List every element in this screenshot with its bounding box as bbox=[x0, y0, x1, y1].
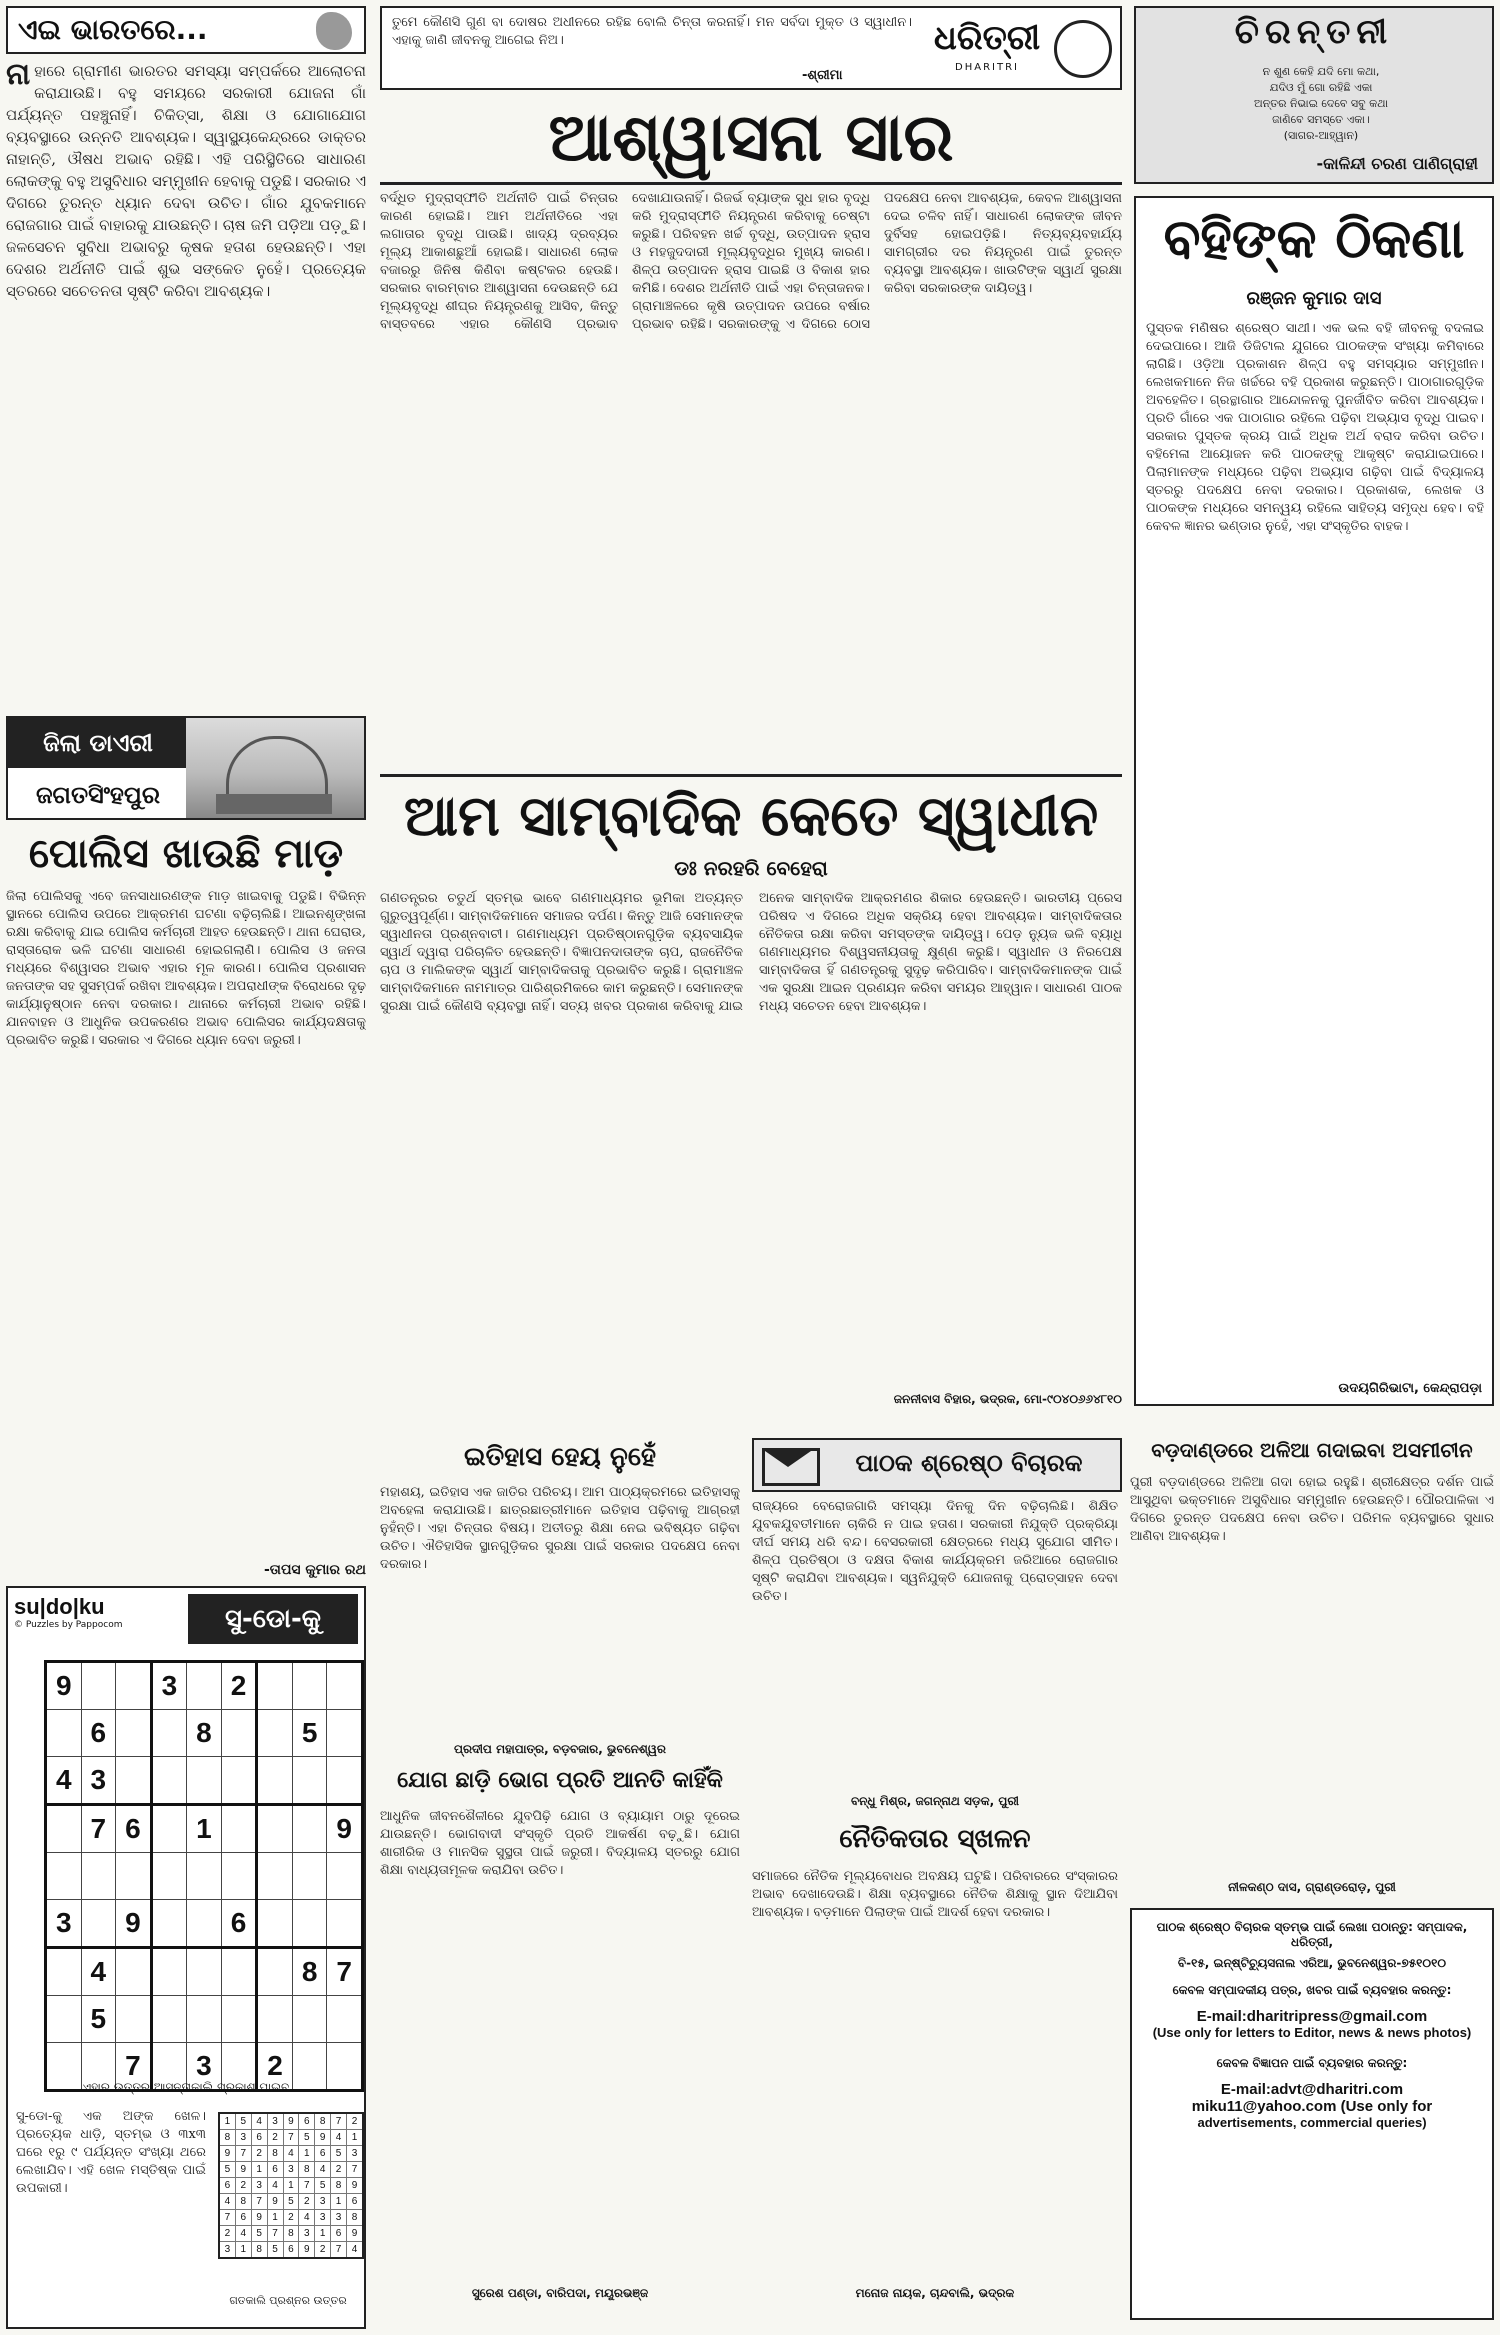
itihasa-author: ପ୍ରଦୀପ ମହାପାତ୍ର, ବଡ଼ବଜାର, ଭୁବନେଶ୍ୱର bbox=[453, 1742, 667, 1756]
sudoku-cell[interactable] bbox=[327, 1757, 363, 1805]
letters-box bbox=[380, 1424, 1494, 2329]
badadanda-headline: ବଡ଼ଦାଣ୍ଡରେ ଅଳିଆ ଗଦାଇବା ଅସମୀଚୀନ bbox=[1151, 1438, 1473, 1462]
samvadik-headline: ଆମ ସାମ୍ବାଦିକ କେତେ ସ୍ୱାଧୀନ bbox=[403, 783, 1099, 849]
sudoku-cell[interactable] bbox=[221, 1757, 257, 1805]
sudoku-cell[interactable]: 3 bbox=[187, 2043, 222, 2091]
sudoku-solution-cell: 8 bbox=[315, 2113, 331, 2130]
sudoku-solution-cell: 3 bbox=[347, 2146, 364, 2162]
temple-base bbox=[216, 794, 332, 814]
sudoku-solution-cell: 9 bbox=[299, 2242, 315, 2259]
sudoku-solution-cell: 3 bbox=[315, 2210, 331, 2226]
sudoku-cell[interactable]: 8 bbox=[292, 1948, 327, 1996]
sudoku-title: ସୁ-ଡୋ-କୁ bbox=[188, 1594, 358, 1644]
sudoku-solution-cell: 6 bbox=[299, 2113, 315, 2130]
sudoku-solution-row bbox=[219, 2178, 363, 2194]
contact-email-press[interactable]: E-mail:dharitripress@gmail.com bbox=[1196, 2008, 1428, 2025]
sudoku-solution-cell: 2 bbox=[219, 2226, 235, 2242]
sudoku-cell[interactable]: 9 bbox=[46, 1662, 82, 1710]
sudoku-cell[interactable] bbox=[327, 1710, 363, 1757]
contact-email-press-note: (Use only for letters to Editor, news & news photos) bbox=[1152, 2025, 1472, 2040]
sudoku-cell[interactable] bbox=[327, 1662, 363, 1710]
chirantani-poet: -କାଳିନ୍ଦୀ ଚରଣ ପାଣିଗ୍ରାହୀ bbox=[1316, 154, 1478, 173]
sudoku-solution-cell: 8 bbox=[347, 2210, 364, 2226]
sudoku-solution-cell: 4 bbox=[283, 2146, 299, 2162]
sudoku-solution-cell: 1 bbox=[267, 2210, 283, 2226]
sudoku-cell[interactable] bbox=[257, 1853, 293, 1900]
sudoku-solution-cell: 7 bbox=[347, 2162, 364, 2178]
sudoku-cell[interactable]: 4 bbox=[46, 1757, 82, 1805]
sudoku-cell[interactable] bbox=[151, 1996, 187, 2043]
sudoku-solution-cell: 2 bbox=[331, 2162, 347, 2178]
chirantani-box bbox=[1134, 6, 1494, 184]
bahinka-headline: ବହିଙ୍କ ଠିକଣା bbox=[1163, 206, 1465, 270]
sudoku-grid[interactable] bbox=[44, 1660, 364, 2092]
pathaka-banner bbox=[752, 1438, 1122, 1492]
sudoku-cell[interactable]: 7 bbox=[116, 2043, 152, 2091]
contact-line4: କେବଳ ବିଜ୍ଞାପନ ପାଇଁ ବ୍ୟବହାର କରନ୍ତୁ: bbox=[1216, 2056, 1408, 2070]
sudoku-row bbox=[46, 1662, 363, 1710]
chirantani-verse: ନ ଶୁଣ କେହି ଯଦି ମୋ କଥା, ଯଦିଓ ମୁଁ ଗୋ ରହିଛି ଏକା ଅନ୍ତର ନିଭାଇ ଦେବେ ସବୁ କଥା ଜାଣିବେ ସମସ୍ତେ ଏକା। (ସାଗର-ଆହ୍ୱାନ) bbox=[1254, 65, 1388, 142]
sudoku-solution-cell: 8 bbox=[283, 2226, 299, 2242]
sudoku-solution-cell: 2 bbox=[299, 2194, 315, 2210]
temple-photo bbox=[186, 718, 364, 818]
sudoku-solution-cell: 8 bbox=[235, 2194, 251, 2210]
ei-bharatare-header bbox=[6, 6, 366, 54]
top-quote-text: ତୁମେ କୌଣସି ଗୁଣ ବା ଦୋଷର ଅଧୀନରେ ରହିଛ ବୋଲି ଚିନ୍ତା କରନାହିଁ। ମନ ସର୍ବଦା ମୁକ୍ତ ଓ ସ୍ୱାଧୀନ। ଏହାକୁ ଜାଣି ଜୀବନକୁ ଆଗେଇ ନିଅ। bbox=[392, 15, 912, 48]
sudoku-cell[interactable] bbox=[257, 1900, 293, 1948]
yoga-headline: ଯୋଗ ଛାଡ଼ି ଭୋଗ ପ୍ରତି ଆନତି କାହିଁକି bbox=[397, 1768, 723, 1793]
sudoku-solution-cell: 1 bbox=[235, 2242, 251, 2259]
sudoku-solution-cell: 3 bbox=[219, 2242, 235, 2259]
ei-bharatare-text: ହାରେ ଗ୍ରାମୀଣ ଭାରତର ସମସ୍ୟା ସମ୍ପର୍କରେ ଆଲୋଚନା କରାଯାଉଛି। ବହୁ ସମୟରେ ସରକାରୀ ଯୋଜନା ଗାଁ ପର୍ଯ୍ୟନ୍ତ ପହଞ୍ଚୁନାହିଁ। ଚିକିତ୍ସା, ଶିକ୍ଷା ଓ ଯୋଗାଯୋଗ ବ୍ୟବସ୍ଥାରେ ଉନ୍ନତି ଆବଶ୍ୟକ। ସ୍ୱାସ୍ଥ୍ୟକେନ୍ଦ୍ରରେ ଡାକ୍ତର ନାହାନ୍ତି, ଔଷଧ ଅଭାବ ରହିଛି। ଏହି ପରିସ୍ଥିତିରେ ସାଧାରଣ ଲୋକଙ୍କୁ ବହୁ ଅସୁବିଧାର ସମ୍ମୁଖୀନ ହେବାକୁ ପଡୁଛି। ସରକାର ଏ ଦିଗରେ ତୁରନ୍ତ ଧ୍ୟାନ ଦେବା ଉଚିତ। ଗାଁର ଯୁବକମାନେ ରୋଜଗାର ପାଇଁ ବାହାରକୁ ଯାଉଛନ୍ତି। ଚାଷ ଜମି ପଡ଼ିଆ ପଡ଼ୁଛି। ଜଳସେଚନ ସୁବିଧା ଅଭାବରୁ କୃଷକ ହତାଶ ହେଉଛନ୍ତି। ଏହା ଦେଶର ଅର୍ଥନୀତି ପାଇଁ ଶୁଭ ସଙ୍କେତ ନୁହେଁ। ପ୍ରତ୍ୟେକ ସ୍ତରରେ ସଚେତନତା ସୃଷ୍ଟି କରିବା ଆବଶ୍ୟକ। bbox=[6, 62, 366, 300]
masthead-sub: DHARITRI bbox=[955, 62, 1019, 73]
sudoku-cell[interactable] bbox=[187, 1662, 222, 1710]
sudoku-cell[interactable]: 1 bbox=[187, 1805, 222, 1853]
sudoku-cell[interactable] bbox=[257, 1710, 293, 1757]
sudoku-solution-cell: 6 bbox=[283, 2242, 299, 2259]
sudoku-rules: ସୁ-ଡୋ-କୁ ଏକ ଅଙ୍କ ଖେଳ। ପ୍ରତ୍ୟେକ ଧାଡ଼ି, ସ୍ତମ୍ଭ ଓ ୩x୩ ଘରେ ୧ରୁ ୯ ପର୍ଯ୍ୟନ୍ତ ସଂଖ୍ୟା ଥରେ ଲେଖାଯିବ। ଏହି ଖେଳ ମସ୍ତିଷ୍କ ପାଇଁ ଉପକାରୀ। bbox=[16, 2109, 206, 2196]
bahinka-byline: ରଞ୍ଜନ କୁମାର ଦାସ bbox=[1246, 288, 1382, 309]
sudoku-solution-cell: 9 bbox=[315, 2130, 331, 2146]
sudoku-solution-cell: 6 bbox=[347, 2194, 364, 2210]
sudoku-cell[interactable] bbox=[257, 1757, 293, 1805]
police-author: -ତାପସ କୁମାର ରଥ bbox=[264, 1562, 366, 1578]
sudoku-cell[interactable] bbox=[187, 1853, 222, 1900]
sudoku-cell[interactable] bbox=[221, 1996, 257, 2043]
sudoku-box bbox=[6, 1586, 366, 2329]
sudoku-solution-cell: 8 bbox=[219, 2130, 235, 2146]
temple-dome-icon bbox=[226, 736, 328, 799]
sudoku-solution-cell: 4 bbox=[235, 2226, 251, 2242]
sudoku-solution-cell: 4 bbox=[299, 2210, 315, 2226]
sudoku-cell[interactable] bbox=[151, 1900, 187, 1948]
sudoku-solution-caption: ଗତକାଲି ପ୍ରଶ୍ନର ଉତ୍ତର bbox=[229, 2294, 347, 2307]
sudoku-solution-cell: 7 bbox=[283, 2130, 299, 2146]
naitikata-body: ସମାଜରେ ନୈତିକ ମୂଲ୍ୟବୋଧର ଅବକ୍ଷୟ ଘଟୁଛି। ପରିବାରରେ ସଂସ୍କାରର ଅଭାବ ଦେଖାଦେଉଛି। ଶିକ୍ଷା ବ୍ୟବସ୍ଥାରେ ନୈତିକ ଶିକ୍ଷାକୁ ସ୍ଥାନ ଦିଆଯିବା ଆବଶ୍ୟକ। ବଡ଼ମାନେ ପିଲାଙ୍କ ପାଇଁ ଆଦର୍ଶ ହେବା ଦରକାର। bbox=[752, 1869, 1118, 1920]
sudoku-cell[interactable]: 9 bbox=[327, 1805, 363, 1853]
sudoku-solution-cell: 6 bbox=[267, 2162, 283, 2178]
samvadik-top-rule bbox=[380, 774, 1122, 777]
sudoku-cell[interactable] bbox=[116, 1996, 152, 2043]
sudoku-row bbox=[46, 1757, 363, 1805]
sudoku-cell[interactable] bbox=[327, 1996, 363, 2043]
sudoku-cell[interactable] bbox=[257, 1805, 293, 1853]
sudoku-solution-cell: 8 bbox=[267, 2146, 283, 2162]
sudoku-cell[interactable]: 6 bbox=[116, 1805, 152, 1853]
sudoku-cell[interactable] bbox=[116, 1948, 152, 1996]
sudoku-cell[interactable]: 8 bbox=[187, 1710, 222, 1757]
itihasa-body: ମହାଶୟ, ଇତିହାସ ଏକ ଜାତିର ପରିଚୟ। ଆମ ପାଠ୍ୟକ୍ରମରେ ଇତିହାସକୁ ଅବହେଳା କରାଯାଉଛି। ଛାତ୍ରଛାତ୍ରୀମାନେ ଇତିହାସ ପଢ଼ିବାକୁ ଆଗ୍ରହୀ ନୁହଁନ୍ତି। ଏହା ଚିନ୍ତାର ବିଷୟ। ଅତୀତରୁ ଶିକ୍ଷା ନେଇ ଭବିଷ୍ୟତ ଗଢ଼ିବା ଉଚିତ। ଐତିହାସିକ ସ୍ଥାନଗୁଡ଼ିକର ସୁରକ୍ଷା ପାଇଁ ସରକାର ପଦକ୍ଷେପ ନେବା ଦରକାର। bbox=[380, 1485, 740, 1572]
sudoku-cell[interactable] bbox=[81, 1900, 116, 1948]
chirantani-title: ଚିରନ୍ତନୀ bbox=[1234, 12, 1394, 52]
sudoku-solution-cell: 4 bbox=[347, 2242, 364, 2259]
contact-line1: ପାଠକ ଶ୍ରେଷ୍ଠ ବିଚାରକ ସ୍ତମ୍ଭ ପାଇଁ ଲେଖା ପଠାନ୍ତୁ: ସମ୍ପାଦକ, ଧରିତ୍ରୀ, bbox=[1156, 1920, 1468, 1949]
sudoku-cell[interactable] bbox=[46, 1948, 82, 1996]
sudoku-cell[interactable] bbox=[187, 1757, 222, 1805]
police-headline: ପୋଲିସ ଖାଉଛି ମାଡ଼ bbox=[28, 830, 344, 877]
top-quote-box bbox=[380, 6, 1122, 90]
sudoku-solution-cell: 3 bbox=[283, 2162, 299, 2178]
sudoku-row bbox=[46, 1805, 363, 1853]
yoga-body: ଆଧୁନିକ ଜୀବନଶୈଳୀରେ ଯୁବପିଢ଼ି ଯୋଗ ଓ ବ୍ୟାୟାମ ଠାରୁ ଦୂରେଇ ଯାଉଛନ୍ତି। ଭୋଗବାଦୀ ସଂସ୍କୃତି ପ୍ରତି ଆକର୍ଷଣ ବଢ଼ୁଛି। ଯୋଗ ଶାରୀରିକ ଓ ମାନସିକ ସୁସ୍ଥତା ପାଇଁ ଜରୁରୀ। ବିଦ୍ୟାଳୟ ସ୍ତରରୁ ଯୋଗ ଶିକ୍ଷା ବାଧ୍ୟତାମୂଳକ କରାଯିବା ଉଚିତ। bbox=[380, 1809, 740, 1878]
naitikata-author: ମନୋଜ ନାୟକ, ଚାନ୍ଦବାଲି, ଭଦ୍ରକ bbox=[855, 2286, 1015, 2300]
sudoku-cell[interactable] bbox=[151, 1853, 187, 1900]
sudoku-solution-cell: 4 bbox=[251, 2113, 267, 2130]
sudoku-cell[interactable] bbox=[116, 1757, 152, 1805]
editorial-body: ବର୍ଦ୍ଧିତ ମୁଦ୍ରାସ୍ଫୀତି ଅର୍ଥନୀତି ପାଇଁ ଚିନ୍ତାର କାରଣ ହୋଇଛି। ଆମ ଅର୍ଥନୀତିରେ ଏହା ଲଗାତାର ବୃଦ୍ଧି ପାଉଛି। ଖାଦ୍ୟ ଦ୍ରବ୍ୟର ମୂଲ୍ୟ ଆକାଶଛୁଆଁ ହୋଇଛି। ସାଧାରଣ ଲୋକ ବଜାରରୁ ଜିନିଷ କିଣିବା କଷ୍ଟକର ହେଉଛି। ସରକାର ବାରମ୍ବାର ଆଶ୍ୱାସନା ଦେଉଛନ୍ତି ଯେ ମୂଲ୍ୟବୃଦ୍ଧି ଶୀଘ୍ର ନିୟନ୍ତ୍ରଣକୁ ଆସିବ, କିନ୍ତୁ ବାସ୍ତବରେ ଏହାର କୌଣସି ପ୍ରଭାବ ଦେଖାଯାଉନାହିଁ। ରିଜର୍ଭ ବ୍ୟାଙ୍କ ସୁଧ ହାର ବୃଦ୍ଧି କରି ମୁଦ୍ରାସ୍ଫୀତି ନିୟନ୍ତ୍ରଣ କରିବାକୁ ଚେଷ୍ଟା କରୁଛି। ପରିବହନ ଖର୍ଚ୍ଚ ବୃଦ୍ଧି, ଉତ୍ପାଦନ ହ୍ରାସ ଓ ମହଜୁଦଦାରୀ ମୂଲ୍ୟବୃଦ୍ଧିର ମୁଖ୍ୟ କାରଣ। ଶିଳ୍ପ ଉତ୍ପାଦନ ହ୍ରାସ ପାଇଛି ଓ ବିକାଶ ହାର କମିଛି। ଦେଶର ଅର୍ଥନୀତି ପାଇଁ ଏହା ଚିନ୍ତାଜନକ। ଗ୍ରାମାଞ୍ଚଳରେ କୃଷି ଉତ୍ପାଦନ ଉପରେ ବର୍ଷାର ପ୍ରଭାବ ରହିଛି। ସରକାରଙ୍କୁ ଏ ଦିଗରେ ଠୋସ ପଦକ୍ଷେପ ନେବା ଆବଶ୍ୟକ, କେବଳ ଆଶ୍ୱାସନା ଦେଇ ଚଳିବ ନାହିଁ। ସାଧାରଣ ଲୋକଙ୍କ ଜୀବନ ଦୁର୍ବିସହ ହୋଇପଡ଼ିଛି। ନିତ୍ୟବ୍ୟବହାର୍ଯ୍ୟ ସାମଗ୍ରୀର ଦର ନିୟନ୍ତ୍ରଣ ପାଇଁ ତୁରନ୍ତ ବ୍ୟବସ୍ଥା ଆବଶ୍ୟକ। ଖାଉଟିଙ୍କ ସ୍ୱାର୍ଥ ସୁରକ୍ଷା କରିବା ସରକାରଙ୍କ ଦାୟିତ୍ୱ। bbox=[380, 191, 1122, 332]
sudoku-solution-row bbox=[219, 2146, 363, 2162]
sudoku-cell[interactable] bbox=[292, 1853, 327, 1900]
sudoku-solution-cell: 7 bbox=[235, 2146, 251, 2162]
sudoku-solution-cell: 2 bbox=[251, 2146, 267, 2162]
sudoku-solution-cell: 7 bbox=[331, 2242, 347, 2259]
jila-diary-box bbox=[6, 716, 366, 820]
sudoku-solution-cell: 3 bbox=[331, 2210, 347, 2226]
sudoku-solution-row bbox=[219, 2242, 363, 2259]
sudoku-solution-cell: 5 bbox=[235, 2113, 251, 2130]
sudoku-cell[interactable] bbox=[257, 1662, 293, 1710]
sudoku-solution-cell: 2 bbox=[235, 2178, 251, 2194]
sudoku-solution-cell: 5 bbox=[219, 2162, 235, 2178]
sudoku-solution-cell: 5 bbox=[267, 2242, 283, 2259]
sudoku-cell[interactable]: 7 bbox=[81, 1805, 116, 1853]
envelope-flap bbox=[765, 1451, 811, 1467]
sudoku-cell[interactable] bbox=[46, 1805, 82, 1853]
sudoku-solution-cell: 9 bbox=[347, 2178, 364, 2194]
sudoku-row bbox=[46, 1996, 363, 2043]
sudoku-cell[interactable] bbox=[46, 1710, 82, 1757]
badadanda-author: ନୀଳକଣ୍ଠ ଦାସ, ଗ୍ରାଣ୍ଡରୋଡ଼, ପୁରୀ bbox=[1228, 1880, 1396, 1894]
jila-diary-label: ଜିଲା ଡାଏରୀ bbox=[8, 718, 188, 768]
sudoku-solution-cell: 3 bbox=[235, 2130, 251, 2146]
sudoku-solution-cell: 3 bbox=[299, 2226, 315, 2242]
sudoku-solution-cell: 9 bbox=[219, 2146, 235, 2162]
sudoku-cell[interactable] bbox=[327, 1853, 363, 1900]
sudoku-solution-cell: 7 bbox=[299, 2178, 315, 2194]
samvadik-byline: ଡଃ ନରହରି ବେହେରା bbox=[674, 856, 828, 880]
sudoku-solution-cell: 1 bbox=[347, 2130, 364, 2146]
sudoku-logo bbox=[14, 1594, 174, 1644]
pathaka-body: ରାଜ୍ୟରେ ବେରୋଜଗାରି ସମସ୍ୟା ଦିନକୁ ଦିନ ବଢ଼ିଚାଲିଛି। ଶିକ୍ଷିତ ଯୁବକଯୁବତୀମାନେ ଚାକିରି ନ ପାଇ ହତାଶ। ସରକାରୀ ନିଯୁକ୍ତି ପ୍ରକ୍ରିୟା ଦୀର୍ଘ ସମୟ ଧରି ବନ୍ଦ। ବେସରକାରୀ କ୍ଷେତ୍ରରେ ମଧ୍ୟ ସୁଯୋଗ ସୀମିତ। ଶିଳ୍ପ ପ୍ରତିଷ୍ଠା ଓ ଦକ୍ଷତା ବିକାଶ କାର୍ଯ୍ୟକ୍ରମ ଜରିଆରେ ରୋଜଗାର ସୃଷ୍ଟି କରାଯିବା ଆବଶ୍ୟକ। ସ୍ୱନିଯୁକ୍ତି ଯୋଜନାକୁ ପ୍ରୋତ୍ସାହନ ଦେବା ଉଚିତ। bbox=[752, 1499, 1118, 1604]
sudoku-solution-grid bbox=[218, 2112, 364, 2259]
jila-diary-district: ଜଗତସିଂହପୁର bbox=[35, 781, 161, 809]
sudoku-solution-cell: 8 bbox=[331, 2178, 347, 2194]
contact-email-advt[interactable]: E-mail:advt@dharitri.com bbox=[1220, 2081, 1404, 2098]
sudoku-cell[interactable]: 3 bbox=[151, 1662, 187, 1710]
sudoku-row bbox=[46, 1900, 363, 1948]
contact-line2: ବି-୧୫, ଇନ୍‌ଷ୍ଟିଚ୍ୟୁସନାଲ ଏରିଆ, ଭୁବନେଶ୍ୱର-୭୫୧୦୧୦ bbox=[1177, 1956, 1447, 1970]
letter-envelope-icon bbox=[762, 1448, 820, 1486]
samvadik-footer: ଜନନୀବାସ ବିହାର, ଭଦ୍ରକ, ମୋ-୯୦୪୦୬୬୪୮୧୦ bbox=[893, 1392, 1122, 1406]
sudoku-solution-cell: 5 bbox=[315, 2178, 331, 2194]
sudoku-cell[interactable] bbox=[292, 1757, 327, 1805]
sudoku-cell[interactable]: 5 bbox=[292, 1710, 327, 1757]
sudoku-solution-cell: 8 bbox=[251, 2242, 267, 2259]
pathaka-title: ପାଠକ ଶ୍ରେଷ୍ଠ ବିଚାରକ bbox=[855, 1449, 1083, 1477]
sudoku-solution-cell: 6 bbox=[315, 2146, 331, 2162]
sudoku-cell[interactable] bbox=[221, 1948, 257, 1996]
sudoku-cell[interactable] bbox=[81, 1662, 116, 1710]
badadanda-body: ପୁରୀ ବଡ଼ଦାଣ୍ଡରେ ଅଳିଆ ଗଦା ହୋଇ ରହୁଛି। ଶ୍ରୀକ୍ଷେତ୍ର ଦର୍ଶନ ପାଇଁ ଆସୁଥିବା ଭକ୍ତମାନେ ଅସୁବିଧାର ସମ୍ମୁଖୀନ ହେଉଛନ୍ତି। ପୌରପାଳିକା ଏ ଦିଗରେ ତୁରନ୍ତ ପଦକ୍ଷେପ ନେବା ଉଚିତ। ପରିମଳ ବ୍ୟବସ୍ଥାରେ ସୁଧାର ଆଣିବା ଆବଶ୍ୟକ। bbox=[1130, 1475, 1494, 1544]
sudoku-solution-cell: 1 bbox=[283, 2178, 299, 2194]
sudoku-cell[interactable] bbox=[116, 1710, 152, 1757]
sudoku-solution-cell: 9 bbox=[251, 2210, 267, 2226]
sudoku-cell[interactable] bbox=[116, 1662, 152, 1710]
sudoku-solution-cell: 8 bbox=[299, 2162, 315, 2178]
sudoku-caption: ଏହାର ଉତ୍ତର ଆସନ୍ତାକାଲି ପ୍ରକାଶ ପାଇବ bbox=[82, 2080, 290, 2094]
sudoku-cell[interactable]: 2 bbox=[257, 2043, 293, 2091]
sudoku-solution-cell: 7 bbox=[331, 2113, 347, 2130]
contact-email-advt-note: advertisements, commercial queries) bbox=[1197, 2115, 1427, 2130]
dharma-wheel-icon bbox=[1054, 20, 1112, 78]
sudoku-cell[interactable] bbox=[327, 1900, 363, 1948]
sudoku-cell[interactable] bbox=[151, 1948, 187, 1996]
sudoku-cell[interactable]: 4 bbox=[81, 1948, 116, 1996]
sudoku-row bbox=[46, 1948, 363, 1996]
sudoku-solution-cell: 5 bbox=[331, 2146, 347, 2162]
sudoku-cell[interactable] bbox=[81, 1853, 116, 1900]
sudoku-solution-cell: 3 bbox=[267, 2113, 283, 2130]
india-map-icon bbox=[316, 12, 352, 50]
sudoku-solution-cell: 1 bbox=[219, 2113, 235, 2130]
sudoku-cell[interactable]: 6 bbox=[81, 1710, 116, 1757]
sudoku-cell[interactable] bbox=[221, 1710, 257, 1757]
sudoku-solution-cell: 2 bbox=[283, 2210, 299, 2226]
sudoku-cell[interactable] bbox=[151, 1805, 187, 1853]
sudoku-logo-sub: © Puzzles by Pappocom bbox=[14, 1620, 123, 1630]
ei-bharatare-body bbox=[6, 60, 366, 700]
sudoku-cell[interactable]: 2 bbox=[221, 1662, 257, 1710]
itihasa-headline: ଇତିହାସ ହେୟ ନୁହେଁ bbox=[463, 1442, 657, 1472]
sudoku-solution-cell: 9 bbox=[235, 2162, 251, 2178]
sudoku-solution-cell: 9 bbox=[283, 2113, 299, 2130]
sudoku-solution-cell: 3 bbox=[251, 2178, 267, 2194]
samvadik-body: ଗଣତନ୍ତ୍ରର ଚତୁର୍ଥ ସ୍ତମ୍ଭ ଭାବେ ଗଣମାଧ୍ୟମର ଭୂମିକା ଅତ୍ୟନ୍ତ ଗୁରୁତ୍ୱପୂର୍ଣ୍ଣ। ସାମ୍ବାଦିକମାନେ ସମାଜର ଦର୍ପଣ। କିନ୍ତୁ ଆଜି ସେମାନଙ୍କ ସ୍ୱାଧୀନତା ପ୍ରଶ୍ନବାଚୀ। ଗଣମାଧ୍ୟମ ପ୍ରତିଷ୍ଠାନଗୁଡ଼ିକ ବ୍ୟବସାୟିକ ସ୍ୱାର୍ଥ ଦ୍ୱାରା ପରିଚାଳିତ ହେଉଛନ୍ତି। ବିଜ୍ଞାପନଦାତାଙ୍କ ଚାପ, ରାଜନୈତିକ ଚାପ ଓ ମାଲିକଙ୍କ ସ୍ୱାର୍ଥ ସାମ୍ବାଦିକତାକୁ ପ୍ରଭାବିତ କରୁଛି। ଗ୍ରାମାଞ୍ଚଳ ସାମ୍ବାଦିକମାନେ ନାମମାତ୍ର ପାରିଶ୍ରମିକରେ କାମ କରୁଛନ୍ତି। ସେମାନଙ୍କ ସୁରକ୍ଷା ପାଇଁ କୌଣସି ବ୍ୟବସ୍ଥା ନାହିଁ। ସତ୍ୟ ଖବର ପ୍ରକାଶ କରିବାକୁ ଯାଇ ଅନେକ ସାମ୍ବାଦିକ ଆକ୍ରମଣର ଶିକାର ହେଉଛନ୍ତି। ଭାରତୀୟ ପ୍ରେସ ପରିଷଦ ଏ ଦିଗରେ ଅଧିକ ସକ୍ରିୟ ହେବା ଆବଶ୍ୟକ। ସାମ୍ବାଦିକତାର ନୈତିକତା ରକ୍ଷା କରିବା ସମସ୍ତଙ୍କ ଦାୟିତ୍ୱ। ପେଡ଼ ନ୍ୟୁଜ ଭଳି ବ୍ୟାଧି ଗଣମାଧ୍ୟମର ବିଶ୍ୱସନୀୟତାକୁ କ୍ଷୁଣ୍ଣ କରୁଛି। ସ୍ୱାଧୀନ ଓ ନିରପେକ୍ଷ ସାମ୍ବାଦିକତା ହିଁ ଗଣତନ୍ତ୍ରକୁ ସୁଦୃଢ଼ କରିପାରିବ। ସାମ୍ବାଦିକମାନଙ୍କ ପାଇଁ ଏକ ସୁରକ୍ଷା ଆଇନ ପ୍ରଣୟନ କରିବା ସମୟର ଆହ୍ୱାନ। ସାଧାରଣ ପାଠକ ମଧ୍ୟ ସଚେତନ ହେବା ଆବଶ୍ୟକ। bbox=[380, 891, 1122, 1014]
sudoku-cell[interactable] bbox=[46, 1996, 82, 2043]
pathaka-author: ବନ୍ଧୁ ମିଶ୍ର, ଜଗନ୍ନାଥ ସଡ଼କ, ପୁରୀ bbox=[850, 1794, 1020, 1808]
yoga-author: ସୁରେଶ ପଣ୍ଡା, ବାରିପଦା, ମୟୂରଭଞ୍ଜ bbox=[471, 2286, 649, 2300]
sudoku-solution-cell: 4 bbox=[331, 2130, 347, 2146]
sudoku-solution-row bbox=[219, 2130, 363, 2146]
sudoku-solution-cell: 5 bbox=[283, 2194, 299, 2210]
sudoku-cell[interactable] bbox=[292, 1996, 327, 2043]
sudoku-cell[interactable] bbox=[221, 1853, 257, 1900]
masthead-name: ଧରିତ୍ରୀ bbox=[933, 18, 1041, 58]
sudoku-solution-row bbox=[219, 2113, 363, 2130]
sudoku-solution-cell: 1 bbox=[299, 2146, 315, 2162]
sudoku-solution-row bbox=[219, 2226, 363, 2242]
sudoku-cell[interactable] bbox=[116, 1853, 152, 1900]
bahinka-body: ପୁସ୍ତକ ମଣିଷର ଶ୍ରେଷ୍ଠ ସାଥୀ। ଏକ ଭଲ ବହି ଜୀବନକୁ ବଦଳାଇ ଦେଇପାରେ। ଆଜି ଡିଜିଟାଲ ଯୁଗରେ ପାଠକଙ୍କ ସଂଖ୍ୟା କମିବାରେ ଲାଗିଛି। ଓଡ଼ିଆ ପ୍ରକାଶନ ଶିଳ୍ପ ବହୁ ସମସ୍ୟାର ସମ୍ମୁଖୀନ। ଲେଖକମାନେ ନିଜ ଖର୍ଚ୍ଚରେ ବହି ପ୍ରକାଶ କରୁଛନ୍ତି। ପାଠାଗାରଗୁଡ଼ିକ ଅବହେଳିତ। ଗ୍ରନ୍ଥାଗାର ଆନ୍ଦୋଳନକୁ ପୁନର୍ଜୀବିତ କରିବା ଆବଶ୍ୟକ। ପ୍ରତି ଗାଁରେ ଏକ ପାଠାଗାର ରହିଲେ ପଢ଼ିବା ଅଭ୍ୟାସ ବୃଦ୍ଧି ପାଇବ। ସରକାର ପୁସ୍ତକ କ୍ରୟ ପାଇଁ ଅଧିକ ଅର୍ଥ ବରାଦ କରିବା ଉଚିତ। ବହିମେଳା ଆୟୋଜନ କରି ପାଠକଙ୍କୁ ଆକୃଷ୍ଟ କରାଯାଇପାରେ। ପିଲାମାନଙ୍କ ମଧ୍ୟରେ ପଢ଼ିବା ଅଭ୍ୟାସ ଗଢ଼ିବା ପାଇଁ ବିଦ୍ୟାଳୟ ସ୍ତରରୁ ପଦକ୍ଷେପ ନେବା ଦରକାର। ପ୍ରକାଶକ, ଲେଖକ ଓ ପାଠକଙ୍କ ମଧ୍ୟରେ ସମନ୍ୱୟ ରହିଲେ ସାହିତ୍ୟ ସମୃଦ୍ଧ ହେବ। ବହି କେବଳ ଜ୍ଞାନର ଭଣ୍ଡାର ନୁହେଁ, ଏହା ସଂସ୍କୃତିର ବାହକ। bbox=[1146, 321, 1484, 534]
sudoku-cell[interactable]: 7 bbox=[327, 1948, 363, 1996]
sudoku-solution-cell: 2 bbox=[315, 2242, 331, 2259]
sudoku-cell[interactable] bbox=[292, 1662, 327, 1710]
sudoku-solution-cell: 6 bbox=[235, 2210, 251, 2226]
sudoku-cell[interactable] bbox=[257, 1996, 293, 2043]
sudoku-logo-text: su|do|ku bbox=[14, 1594, 105, 1619]
sudoku-cell[interactable]: 3 bbox=[46, 1900, 82, 1948]
sudoku-solution-cell: 1 bbox=[315, 2226, 331, 2242]
sudoku-cell[interactable] bbox=[151, 1710, 187, 1757]
sudoku-solution-cell: 4 bbox=[267, 2178, 283, 2194]
sudoku-cell[interactable]: 3 bbox=[81, 1757, 116, 1805]
masthead-logo bbox=[932, 14, 1042, 84]
naitikata-headline: ନୈତିକତାର ସ୍ଖଳନ bbox=[839, 1824, 1031, 1854]
sudoku-cell[interactable] bbox=[187, 1996, 222, 2043]
contact-email-advt-2[interactable]: miku11@yahoo.com (Use only for bbox=[1191, 2098, 1433, 2115]
sudoku-solution-row bbox=[219, 2210, 363, 2226]
sudoku-cell[interactable] bbox=[292, 1900, 327, 1948]
sudoku-solution-cell: 5 bbox=[251, 2226, 267, 2242]
sudoku-cell[interactable] bbox=[187, 1948, 222, 1996]
sudoku-solution-cell: 1 bbox=[331, 2194, 347, 2210]
sudoku-solution-cell: 2 bbox=[347, 2113, 364, 2130]
sudoku-cell[interactable] bbox=[187, 1900, 222, 1948]
sudoku-solution-cell: 6 bbox=[219, 2178, 235, 2194]
sudoku-cell[interactable] bbox=[292, 1805, 327, 1853]
sudoku-solution-cell: 1 bbox=[251, 2162, 267, 2178]
sudoku-solution-cell: 5 bbox=[299, 2130, 315, 2146]
sudoku-row bbox=[46, 1710, 363, 1757]
sudoku-solution-cell: 3 bbox=[315, 2194, 331, 2210]
sudoku-solution-cell: 9 bbox=[347, 2226, 364, 2242]
sudoku-solution-cell: 7 bbox=[267, 2226, 283, 2242]
sudoku-cell[interactable] bbox=[46, 1853, 82, 1900]
sudoku-cell[interactable] bbox=[257, 1948, 293, 1996]
sudoku-cell[interactable] bbox=[221, 1805, 257, 1853]
sudoku-solution-cell: 9 bbox=[267, 2194, 283, 2210]
sudoku-cell[interactable] bbox=[151, 1757, 187, 1805]
editorial-rule bbox=[380, 182, 1122, 185]
sudoku-solution-row bbox=[219, 2194, 363, 2210]
sudoku-solution-row bbox=[219, 2162, 363, 2178]
sudoku-solution-cell: 2 bbox=[267, 2130, 283, 2146]
sudoku-cell[interactable]: 6 bbox=[221, 1900, 257, 1948]
top-quote-author: -ଶ୍ରୀମା bbox=[802, 68, 843, 83]
sudoku-cell[interactable]: 5 bbox=[81, 1996, 116, 2043]
editorial-headline: ଆଶ୍ୱାସନା ସାର bbox=[548, 98, 954, 176]
police-body: ଜିଲା ପୋଲିସକୁ ଏବେ ଜନସାଧାରଣଙ୍କ ମାଡ଼ ଖାଇବାକୁ ପଡୁଛି। ବିଭିନ୍ନ ସ୍ଥାନରେ ପୋଲିସ ଉପରେ ଆକ୍ରମଣ ଘଟଣା ବଢ଼ିଚାଲିଛି। ଆଇନଶୃଙ୍ଖଳା ରକ୍ଷା କରିବାକୁ ଯାଇ ପୋଲିସ କର୍ମଚାରୀ ଆହତ ହେଉଛନ୍ତି। ଥାନା ଘେରାଉ, ରାସ୍ତାରୋକ ଭଳି ଘଟଣା ସାଧାରଣ ହୋଇଗଲାଣି। ପୋଲିସ ଓ ଜନତା ମଧ୍ୟରେ ବିଶ୍ୱାସର ଅଭାବ ଏହାର ମୂଳ କାରଣ। ପୋଲିସ ପ୍ରଶାସନ ଜନତାଙ୍କ ସହ ସୁସମ୍ପର୍କ ରଖିବା ଆବଶ୍ୟକ। ଅପରାଧୀଙ୍କ ବିରୋଧରେ ଦୃଢ଼ କାର୍ଯ୍ୟାନୁଷ୍ଠାନ ନେବା ଦରକାର। ଥାନାରେ କର୍ମଚାରୀ ଅଭାବ ରହିଛି। ଯାନବାହନ ଓ ଆଧୁନିକ ଉପକରଣର ଅଭାବ ପୋଲିସର କାର୍ଯ୍ୟଦକ୍ଷତାକୁ ପ୍ରଭାବିତ କରୁଛି। ସରକାର ଏ ଦିଗରେ ଧ୍ୟାନ ଦେବା ଜରୁରୀ। bbox=[6, 889, 366, 1048]
ei-bharatare-dropcap: ନା bbox=[6, 60, 31, 92]
sudoku-cell[interactable]: 9 bbox=[116, 1900, 152, 1948]
sudoku-solution-cell: 6 bbox=[251, 2130, 267, 2146]
sudoku-row bbox=[46, 1853, 363, 1900]
bahinka-box bbox=[1134, 196, 1494, 1406]
contact-box bbox=[1130, 1908, 1494, 2320]
contact-line3: କେବଳ ସମ୍ପାଦକୀୟ ପତ୍ର, ଖବର ପାଇଁ ବ୍ୟବହାର କରନ୍ତୁ: bbox=[1172, 1983, 1452, 1997]
ei-bharatare-title: ଏଇ ଭାରତରେ... bbox=[18, 13, 208, 46]
bahinka-footer: ଉଦୟଗିରିଭାଟା, କେନ୍ଦ୍ରାପଡ଼ା bbox=[1338, 1381, 1482, 1396]
sudoku-solution-cell: 4 bbox=[315, 2162, 331, 2178]
sudoku-solution-cell: 4 bbox=[219, 2194, 235, 2210]
sudoku-solution-cell: 6 bbox=[331, 2226, 347, 2242]
sudoku-solution-cell: 7 bbox=[251, 2194, 267, 2210]
sudoku-solution-cell: 7 bbox=[219, 2210, 235, 2226]
